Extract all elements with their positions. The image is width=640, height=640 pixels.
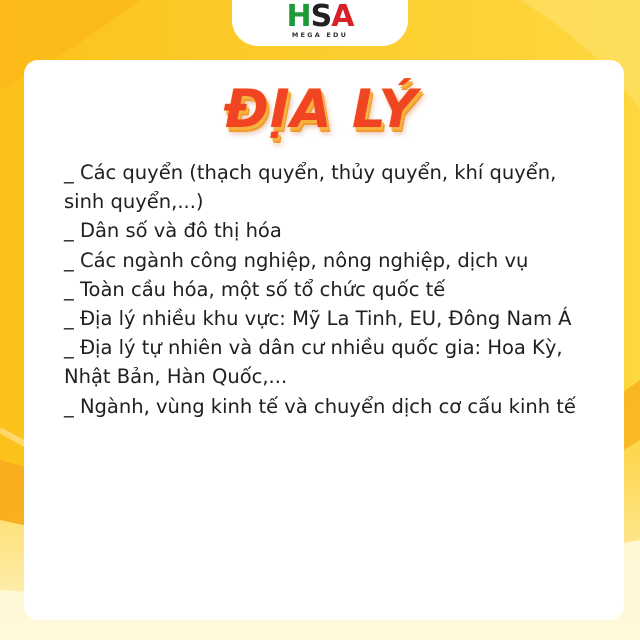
list-item: Nhật Bản, Hàn Quốc,...: [64, 365, 288, 389]
hsa-logo: [232, 2, 408, 32]
logo-letter-a: A: [331, 0, 354, 34]
list-item: _ Ngành, vùng kinh tế và chuyển dịch cơ cấu kinh tế: [64, 394, 576, 418]
topic-list: [64, 158, 624, 421]
list-item: sinh quyển,...): [64, 190, 204, 214]
logo-letter-h: H: [286, 0, 311, 34]
list-item: _ Địa lý tự nhiên và dân cư nhiều quốc gia: Hoa Kỳ,: [64, 336, 563, 360]
list-item: _ Dân số và đô thị hóa: [64, 219, 282, 243]
logo-letter-s: S: [310, 0, 332, 34]
logo-subtitle: MEGA EDU: [291, 31, 349, 39]
list-item: _ Địa lý nhiều khu vực: Mỹ La Tinh, EU, Đông Nam Á: [64, 307, 572, 331]
list-item: _ Các quyển (thạch quyển, thủy quyển, khí quyển,: [64, 161, 557, 184]
list-item: _ Các ngành công nghiệp, nông nghiệp, dịch vụ: [64, 248, 529, 272]
logo-tab: [232, 0, 408, 46]
list-item: _ Toàn cầu hóa, một số tổ chức quốc tế: [64, 277, 446, 301]
page-title: ĐỊA LÝ: [224, 79, 418, 140]
